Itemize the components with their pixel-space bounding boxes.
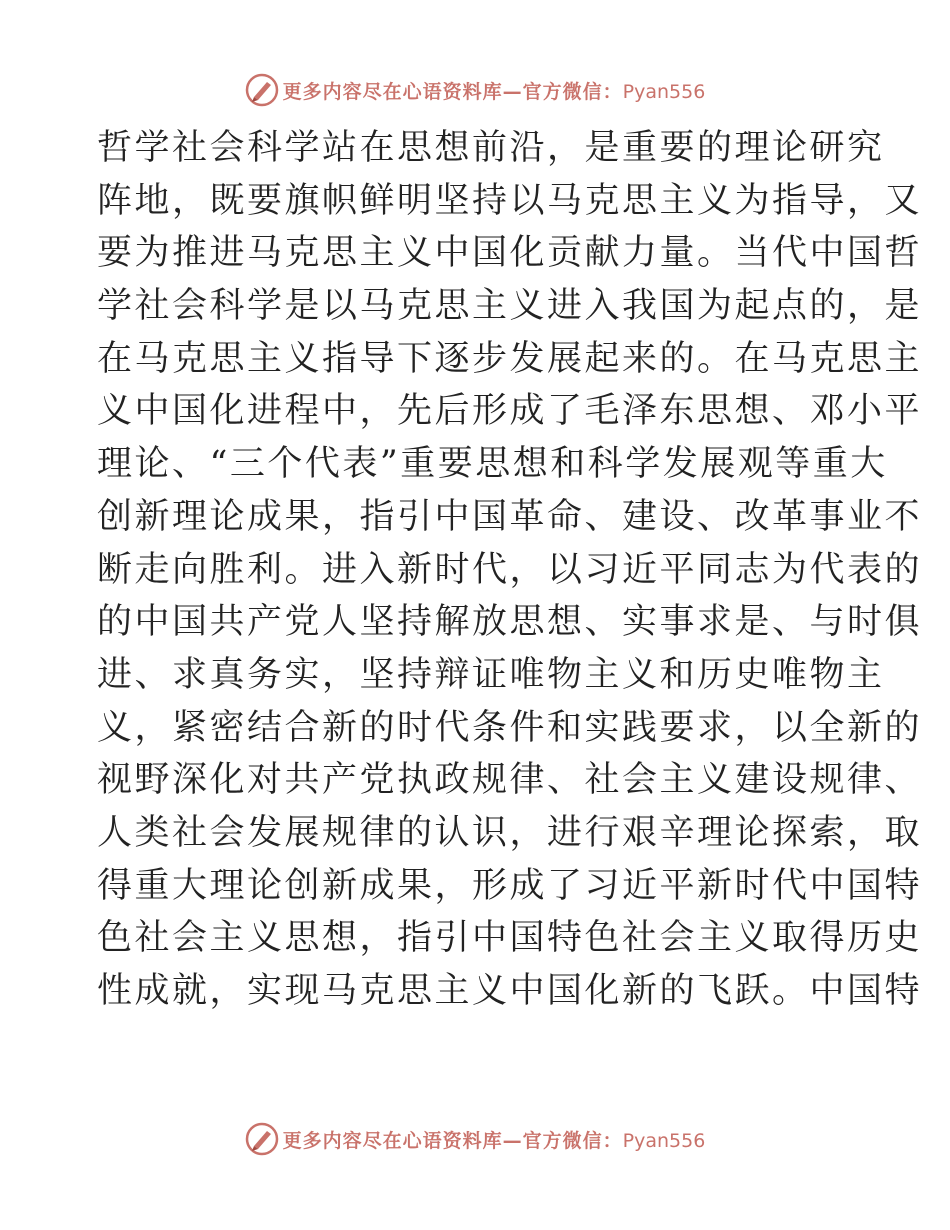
text-line: 进、求真务实，坚持辩证唯物主义和历史唯物主: [97, 654, 885, 695]
pen-logo-icon: [245, 73, 279, 107]
text-line: 的中国共产党人坚持解放思想、实事求是、与时俱: [97, 602, 923, 643]
text-line: 在马克思主义指导下逐步发展起来的。在马克思主: [97, 338, 923, 379]
text-line: 人类社会发展规律的认识，进行艰辛理论探索，取: [97, 812, 923, 853]
text-line: 创新理论成果，指引中国革命、建设、改革事业不: [97, 496, 923, 537]
text-line: 理论、“三个代表”重要思想和科学发展观等重大: [97, 444, 888, 485]
document-body: [97, 122, 923, 1018]
text-line: 断走向胜利。进入新时代，以习近平同志为代表的: [97, 549, 923, 590]
header-banner: [0, 70, 950, 110]
text-line: 阵地，既要旗帜鲜明坚持以马克思主义为指导，又: [97, 180, 923, 221]
text-line: 义中国化进程中，先后形成了毛泽东思想、邓小平: [97, 391, 923, 432]
text-line: 学社会科学是以马克思主义进入我国为起点的，是: [97, 286, 923, 327]
text-line: 视野深化对共产党执政规律、社会主义建设规律、: [97, 760, 923, 801]
text-line: 性成就，实现马克思主义中国化新的飞跃。中国特: [97, 971, 923, 1011]
footer-banner-text: 更多内容尽在心语资料库—官方微信：Pyan556: [282, 1129, 706, 1152]
footer-banner: [0, 1119, 950, 1159]
text-line: 哲学社会科学站在思想前沿，是重要的理论研究: [97, 128, 885, 168]
footer-account: Pyan556: [622, 1129, 706, 1152]
header-account: Pyan556: [622, 80, 706, 103]
text-line: 色社会主义思想，指引中国特色社会主义取得历史: [97, 918, 923, 959]
header-banner-text: 更多内容尽在心语资料库—官方微信：Pyan556: [282, 80, 706, 103]
text-line: 义，紧密结合新的时代条件和实践要求，以全新的: [97, 707, 923, 748]
text-line: 得重大理论创新成果，形成了习近平新时代中国特: [97, 865, 923, 906]
pen-logo-icon: [245, 1122, 279, 1156]
text-line: 要为推进马克思主义中国化贡献力量。当代中国哲: [97, 233, 923, 274]
